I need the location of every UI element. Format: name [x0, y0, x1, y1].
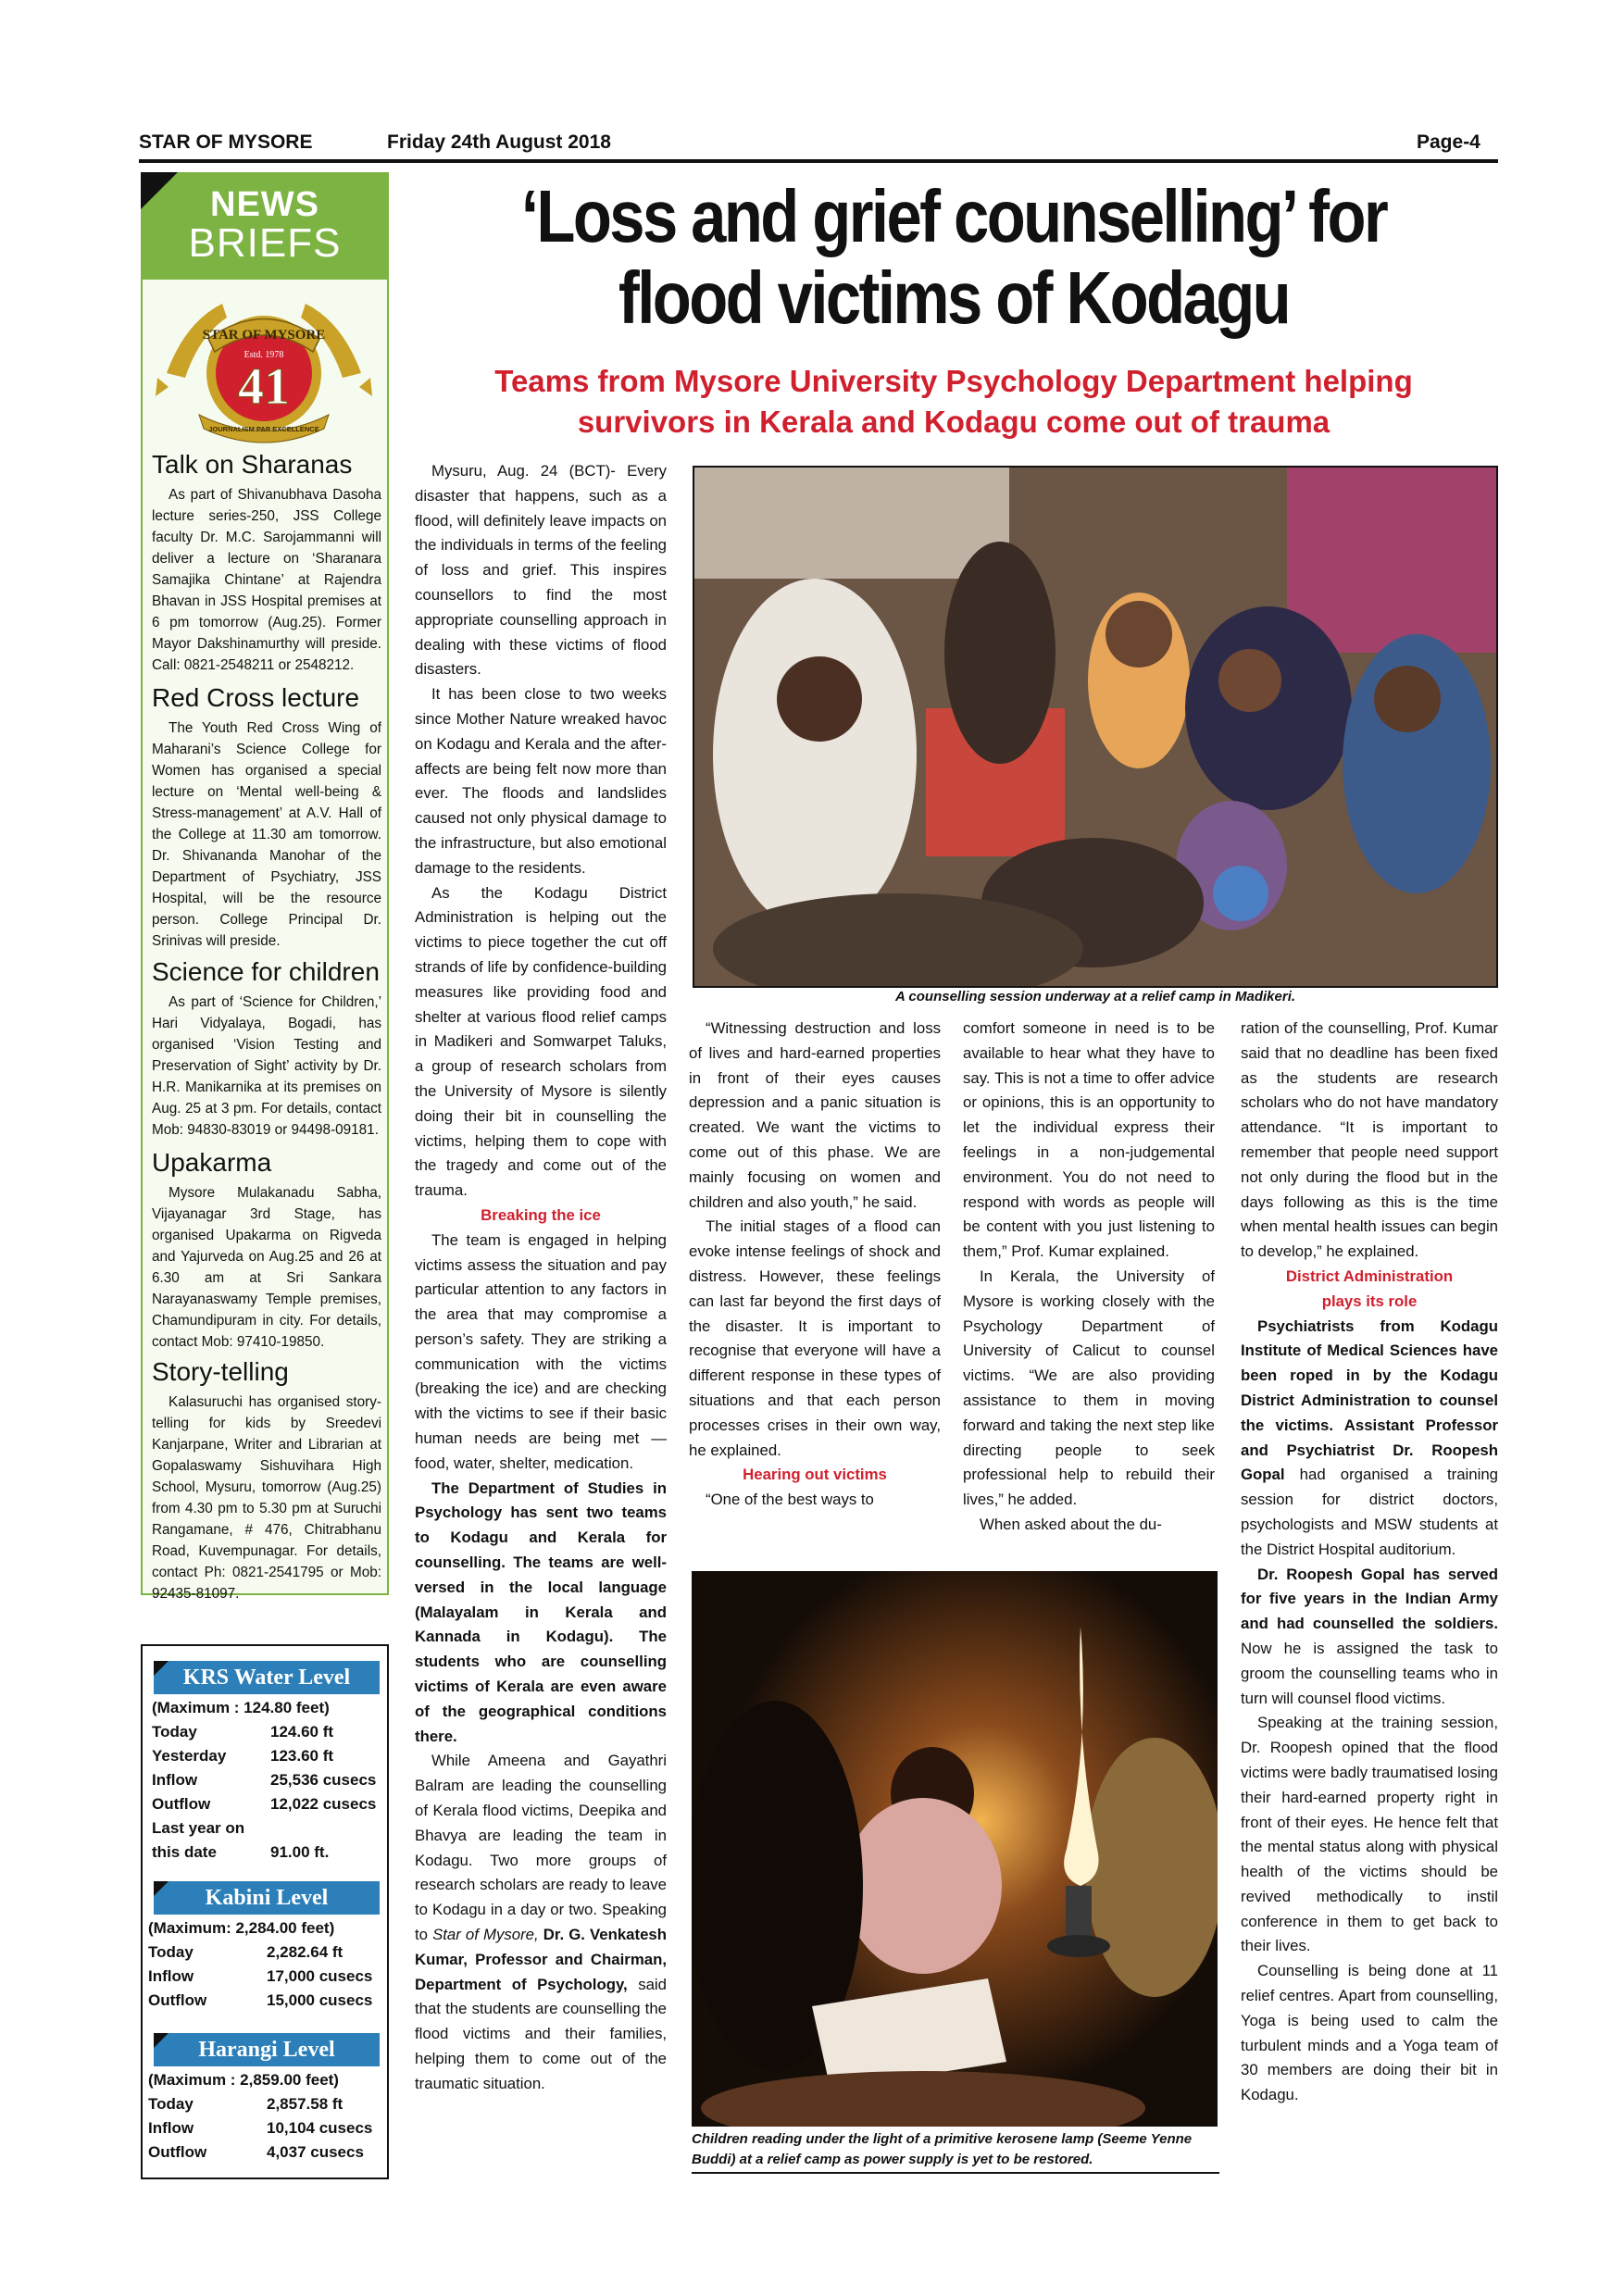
kabini-row-value: 17,000 cusecs	[267, 1967, 373, 1985]
logo-tagline: JOURNALISM PAR EXCELLENCE	[208, 425, 319, 433]
kerosene-lamp-image	[692, 1571, 1218, 2127]
brief-body: The Youth Red Cross Wing of Maharani’s Science College for Women has organised a special lecture on ‘Mental well-being & Stress-management’ at A.V. Hall of the College at 11.30 am tomorrow. Dr. Shivananda Manohar of the Department of Psychiatry, JSS Hospital, will be the resource person. College Principal Dr. Srinivas will preside.	[152, 720, 381, 949]
harangi-row-value: 10,104 cusecs	[267, 2119, 373, 2137]
harangi-row-label: Inflow	[148, 2119, 194, 2137]
kabini-row-value: 2,282.64 ft	[267, 1943, 344, 1961]
harangi-level-header: Harangi Level	[154, 2033, 380, 2066]
harangi-row-value: 4,037 cusecs	[267, 2143, 364, 2161]
krs-row-label: Inflow	[152, 1771, 198, 1789]
photo-caption-2: Children reading under the light of a primitive kerosene lamp (Seeme Yenne Buddi) at a relief camp as power supply is yet to be restored.	[692, 2131, 1193, 2167]
star-of-mysore-41-logo	[148, 285, 380, 452]
harangi-row-value: 2,857.58 ft	[267, 2095, 344, 2113]
article-headline: ‘Loss and grief counselling’ for flood victims of Kodagu	[520, 175, 1387, 339]
kerosene-lamp-photo	[692, 1571, 1218, 2127]
corner-triangle-icon	[154, 1881, 169, 1896]
kabini-row-value: 15,000 cusecs	[267, 1991, 373, 2009]
masthead-date: Friday 24th August 2018	[387, 131, 611, 153]
photo-caption-1: A counselling session underway at a relief camp in Madikeri.	[894, 989, 1296, 1004]
harangi-row-label: Today	[148, 2095, 194, 2113]
harangi-row-label: Outflow	[148, 2143, 207, 2161]
article-column-2: “Witnessing destruction and loss of lives and hard-earned properties in front of their eyes causes depression and a panic situation is created. We want the victims to come out of this phase. We are mainly focusing on women and children and also youth,” he said. The initial stages of a flood can evoke intense feelings of shock and distress. However, these feelings can last far beyond the first days of the disaster. It is important to recognise that everyone will have a different response in these types of situations and that each person processes crises in their own way, he explained. Hearing out victims “One of the best ways to	[689, 1019, 941, 1509]
section-heading: Breaking the ice	[481, 1205, 601, 1224]
kabini-maximum: (Maximum: 2,284.00 feet)	[148, 1919, 335, 1937]
brief-title: Talk on Sharanas	[152, 450, 353, 479]
brief-body: As part of Shivanubhava Dasoha lecture series-250, JSS College faculty Dr. M.C. Sarojammanni will deliver a lecture on ‘Sharanara Samajika Chintane’ at Rajendra Bhavan in JSS Hospital premises at 6 pm tomorrow (Aug.25). Former Mayor Dakshinamurthy will preside. Call: 0821-2548211 or 2548212.	[152, 487, 381, 673]
news-briefs-label-top: NEWS	[210, 185, 319, 224]
counselling-session-image	[694, 468, 1498, 988]
brief-title: Story-telling	[152, 1357, 289, 1386]
section-heading: District Administration	[1285, 1267, 1454, 1285]
masthead-rule	[139, 159, 1498, 163]
kabini-level-header: Kabini Level	[154, 1881, 380, 1915]
kabini-row-label: Inflow	[148, 1967, 194, 1985]
krs-maximum: (Maximum : 124.80 feet)	[152, 1699, 330, 1716]
masthead-page-number: Page-4	[1417, 131, 1480, 153]
section-heading: Hearing out victims	[743, 1466, 887, 1484]
krs-last-year-value: 91.00 ft.	[270, 1843, 330, 1861]
article-column-1: Mysuru, Aug. 24 (BCT)- Every disaster that happens, such as a flood, will definitely leave impacts on the individuals in terms of the feeling of loss and grief. This inspires counsellors to find the most appropriate counselling approach in dealing with these victims of flood disasters. It has been close to two weeks since Mother Nature wreaked havoc on Kodagu and Kerala and the after-affects are being felt now more than ever. The floods and landslides caused not only physical damage to the infrastructure, but also emotional damage to the residents. As the Kodagu District Administration is helping out the victims to piece together the cut off strands of life by confidence-building measures like providing food and shelter at various flood relief camps in Madikeri and Somwarpet Taluks, a group of research scholars from the University of Mysore is silently doing their bit in counselling the victims, helping them to cope with the tragedy and come out of the trauma. Breaking the ice The team is engaged in helping victims assess the situation and pay particular attention to any factors in the area that may compromise a person’s safety. They are striking a communication with the victims (breaking the ice) and are checking with the victims to see if their basic human needs are being met — food, water, shelter, medication. The Department of Studies in Psychology has sent two teams to Kodagu and Kerala for counselling. The teams are well-versed in the local language (Malayalam in Kerala and Kannada in Kodagu). The students who are counselling victims of Kerala are even aware of the geographical conditions there. While Ameena and Gayathri Balram are leading the counselling of Kerala flood victims, Deepika and Bhavya are leading the team in Kodagu. Two more groups of research scholars are ready to leave to Kodagu in a day or two. Speaking to Star of Mysore, Dr. G. Venkatesh Kumar, Professor and Chairman, Department of Psychology, said that the students are counselling the flood victims and their families, helping them to come out of the traumatic situation.	[415, 462, 667, 2092]
krs-level-header: KRS Water Level	[154, 1661, 380, 1694]
article-column-4: ration of the counselling, Prof. Kumar said that no deadline has been fixed as the students are research scholars who do not have mandatory attendance. “It is important to remember that people need support not only during the flood but in the days following as this is the time when mental health issues can begin to develop,” he explained. District Administration plays its role Psychiatrists from Kodagu Institute of Medical Sciences have been roped in by the Kodagu District Administration to counsel the victims. Assistant Professor and Psychiatrist Dr. Roopesh Gopal had organised a training session for district doctors, psychologists and MSW students at the District Hospital auditorium. Dr. Roopesh Gopal has served for five years in the Indian Army and had counselled the soldiers. Now he is assigned the task to groom the counselling teams who in turn will counsel flood victims. Speaking at the training session, Dr. Roopesh opined that the flood victims were badly traumatised losing their hard-earned property right in front of their eyes. He hence felt that the mental status along with physical health of the victims should be revived methodically to instil conference in them to get back to their lives. Counselling is being done at 11 relief centres. Apart from counselling, Yoga is being used to calm the turbulent minds and a Yoga team of 30 members are doing their bit in Kodagu.	[1241, 1019, 1498, 2104]
masthead-paper-name: STAR OF MYSORE	[139, 131, 313, 153]
brief-title: Science for children	[152, 957, 380, 986]
logo-estd: Estd. 1978	[244, 350, 284, 360]
krs-row-value: 123.60 ft	[270, 1747, 334, 1765]
krs-row-label: Yesterday	[152, 1747, 227, 1765]
krs-row-value: 12,022 cusecs	[270, 1795, 377, 1813]
logo-number: 41	[238, 358, 290, 416]
kabini-row-label: Outflow	[148, 1991, 207, 2009]
krs-last-year-label: Last year on	[152, 1819, 245, 1837]
article-column-3: comfort someone in need is to be available to hear what they have to say. This is not a time to offer advice or opinions, this is an opportunity to let the individual express their feelings in a non-judgemental environment. You do not need to respond with words as people will be content with you just listening to them,” Prof. Kumar explained. In Kerala, the University of Mysore is working closely with the Psychology Department of University of Calicut to counsel victims. “We are also providing assistance to them in moving forward and taking the next step like directing people to seek professional help to rebuild their lives,” he added. When asked about the du-	[963, 1019, 1215, 1533]
krs-row-label: Today	[152, 1723, 197, 1741]
brief-title: Red Cross lecture	[152, 683, 360, 712]
krs-last-year-label: this date	[152, 1843, 217, 1861]
caption-rule	[692, 2172, 1219, 2174]
news-briefs-header	[141, 172, 389, 280]
krs-row-value: 25,536 cusecs	[270, 1771, 377, 1789]
harangi-maximum: (Maximum : 2,859.00 feet)	[148, 2071, 339, 2089]
news-briefs-label-bottom: BRIEFS	[188, 220, 342, 266]
brief-body: As part of ‘Science for Children,’ Hari Vidyalaya, Bogadi, has organised ‘Vision Testing and Preservation of Sight’ activity by Dr. H.R. Manikarnika at its premises on Aug. 25 at 3 pm. For details, contact Mob: 94830-83019 or 94498-09181.	[152, 994, 381, 1138]
counselling-session-photo	[693, 466, 1498, 988]
krs-row-label: Outflow	[152, 1795, 211, 1813]
corner-triangle-icon	[154, 2033, 169, 2048]
brief-body: Mysore Mulakanadu Sabha, Vijayanagar 3rd Stage, has organised Upakarma on Rigveda and Yajurveda on Aug.25 and 26 at 6.30 am at Sri Sankara Narayanaswamy Temple premises, Chamundipuram in city. For details, contact Mob: 97410-19850.	[152, 1185, 381, 1350]
kabini-row-label: Today	[148, 1943, 194, 1961]
section-heading: plays its role	[1321, 1292, 1418, 1310]
krs-row-value: 124.60 ft	[270, 1723, 334, 1741]
brief-body: Kalasuruchi has organised story-telling for kids by Sreedevi Kanjarpane, Writer and Librarian at Gopalaswamy Sishuvihara High School, Mysuru, tomorrow (Aug.25) from 4.30 pm to 5.30 pm at Suruchi Rangamane, # 476, Chitrabhanu Road, Kuvempunagar. For details, contact Ph: 0821-2541795 or Mob: 92435-81097.	[152, 1394, 381, 1602]
logo-paper-name: STAR OF MYSORE	[202, 328, 326, 343]
corner-triangle-icon	[154, 1661, 169, 1676]
brief-title: Upakarma	[152, 1148, 272, 1177]
article-subheadline: Teams from Mysore University Psychology Department helping survivors in Kerala and Kodagu come out of trauma	[494, 364, 1413, 439]
